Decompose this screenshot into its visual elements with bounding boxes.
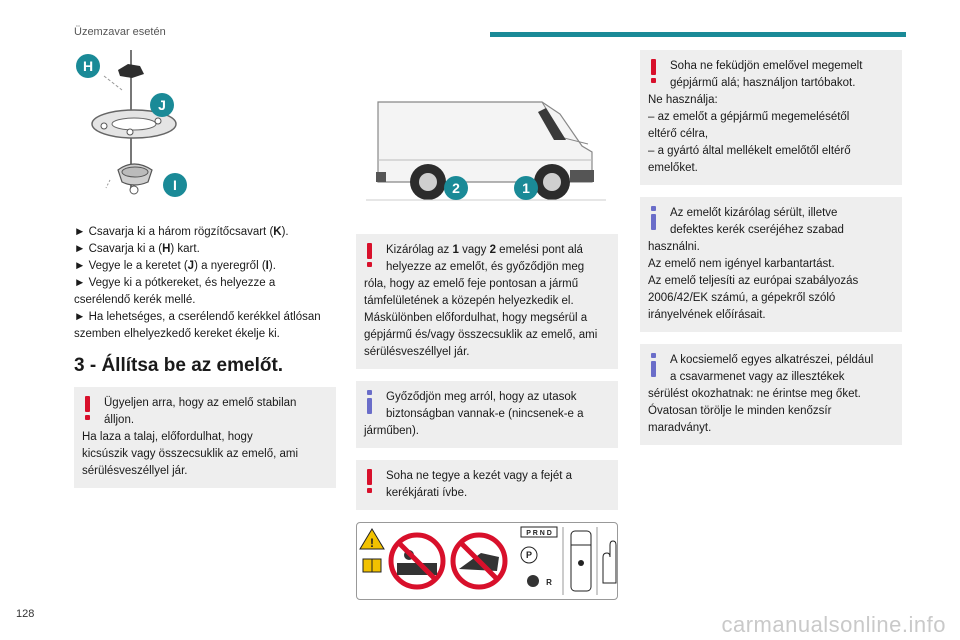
safety-pictograms	[357, 523, 617, 599]
header-accent-bar	[490, 32, 906, 37]
info-note: Győződjön meg arról, hogy az utasok biztonságban vannak-e (nincsenek-e a járműben).	[356, 381, 618, 448]
marker-h: H	[82, 58, 94, 74]
warning-icon	[649, 59, 659, 83]
warning-note: Soha ne feküdjön emelővel megemelt gépjármű alá; használjon tartóbakot. Ne használja: – az emelőt a gépjármű megemelésétől eltérő célra, – a gyártó által mellékelt emelőtől eltérő emelőket.	[640, 50, 902, 185]
warning-note: Kizárólag az 1 vagy 2 emelési pont alá helyezze az emelőt, és győződjön meg róla, hogy az emelő feje pontosan a jármű támfelületének a közepén helyezkedik el. Máskülönben előfordulhat, hogy megsérül a gépjármű és/vagy összecsuklik az emelő, ami sérülésveszéllyel jár.	[356, 234, 618, 369]
reverse-gear-text: R	[546, 578, 552, 587]
marker-i: I	[173, 177, 177, 193]
step-item: ► Vegye ki a pótkereket, és helyezze a cserélendő kerék mellé.	[74, 277, 276, 306]
info-icon	[649, 206, 659, 230]
gear-selector-text: P R N D	[526, 530, 552, 537]
section-heading: 3 - Állítsa be az emelőt.	[74, 355, 284, 376]
spare-wheel-illustration	[74, 50, 336, 210]
column-middle	[356, 50, 618, 600]
marker-1: 1	[522, 180, 530, 196]
page-number: 128	[16, 608, 35, 620]
info-icon	[649, 353, 659, 377]
warning-note: Ügyeljen arra, hogy az emelő stabilan álljon. Ha laza a talaj, előfordulhat, hogy kicsúszik vagy összecsuklik az emelő, ami sérülésveszéllyel jár.	[74, 387, 336, 488]
warning-icon	[365, 469, 375, 493]
column-right	[640, 50, 902, 457]
step-list	[74, 224, 336, 343]
svg-text:!: !	[370, 536, 374, 550]
marker-2: 2	[452, 180, 460, 196]
hand-caution-icon	[603, 541, 616, 583]
step-item: ► Ha lehetséges, a cserélendő kerékkel átlósan szemben elhelyezkedő kereket ékelje ki.	[74, 311, 321, 340]
van-figure	[356, 50, 618, 210]
info-icon	[365, 390, 375, 414]
spare-wheel-figure	[74, 50, 336, 210]
warning-icon	[83, 396, 93, 420]
step-item: ► Csavarja ki a három rögzítőcsavart (K).	[74, 226, 289, 238]
info-note: Az emelőt kizárólag sérült, illetve defektes kerék cseréjéhez szabad használni. Az emelő nem igényel karbantartást. Az emelő teljesíti az európai szabályozás 2006/42/EK számú, a gépekről szóló irányelvének előírásait.	[640, 197, 902, 332]
jack-safety-label	[356, 522, 618, 600]
column-left	[74, 50, 336, 500]
step-item: ► Vegye le a keretet (J) a nyeregről (I).	[74, 260, 276, 272]
warning-icon	[365, 243, 375, 267]
running-header-title: Üzemzavar esetén	[74, 26, 166, 38]
info-note: A kocsiemelő egyes alkatrészei, például a csavarmenet vagy az illesztékek sérülést okozhatnak: ne érintse meg őket. Óvatosan törölje le minden kenőzsír maradványt.	[640, 344, 902, 445]
van-illustration	[356, 50, 618, 210]
step-item: ► Csavarja ki a (H) kart.	[74, 243, 200, 255]
svg-text:P: P	[525, 550, 533, 560]
watermark-text: carmanualsonline.info	[721, 612, 946, 637]
warning-note: Soha ne tegye a kezét vagy a fejét a kerékjárati ívbe.	[356, 460, 618, 510]
marker-j: J	[158, 97, 166, 113]
